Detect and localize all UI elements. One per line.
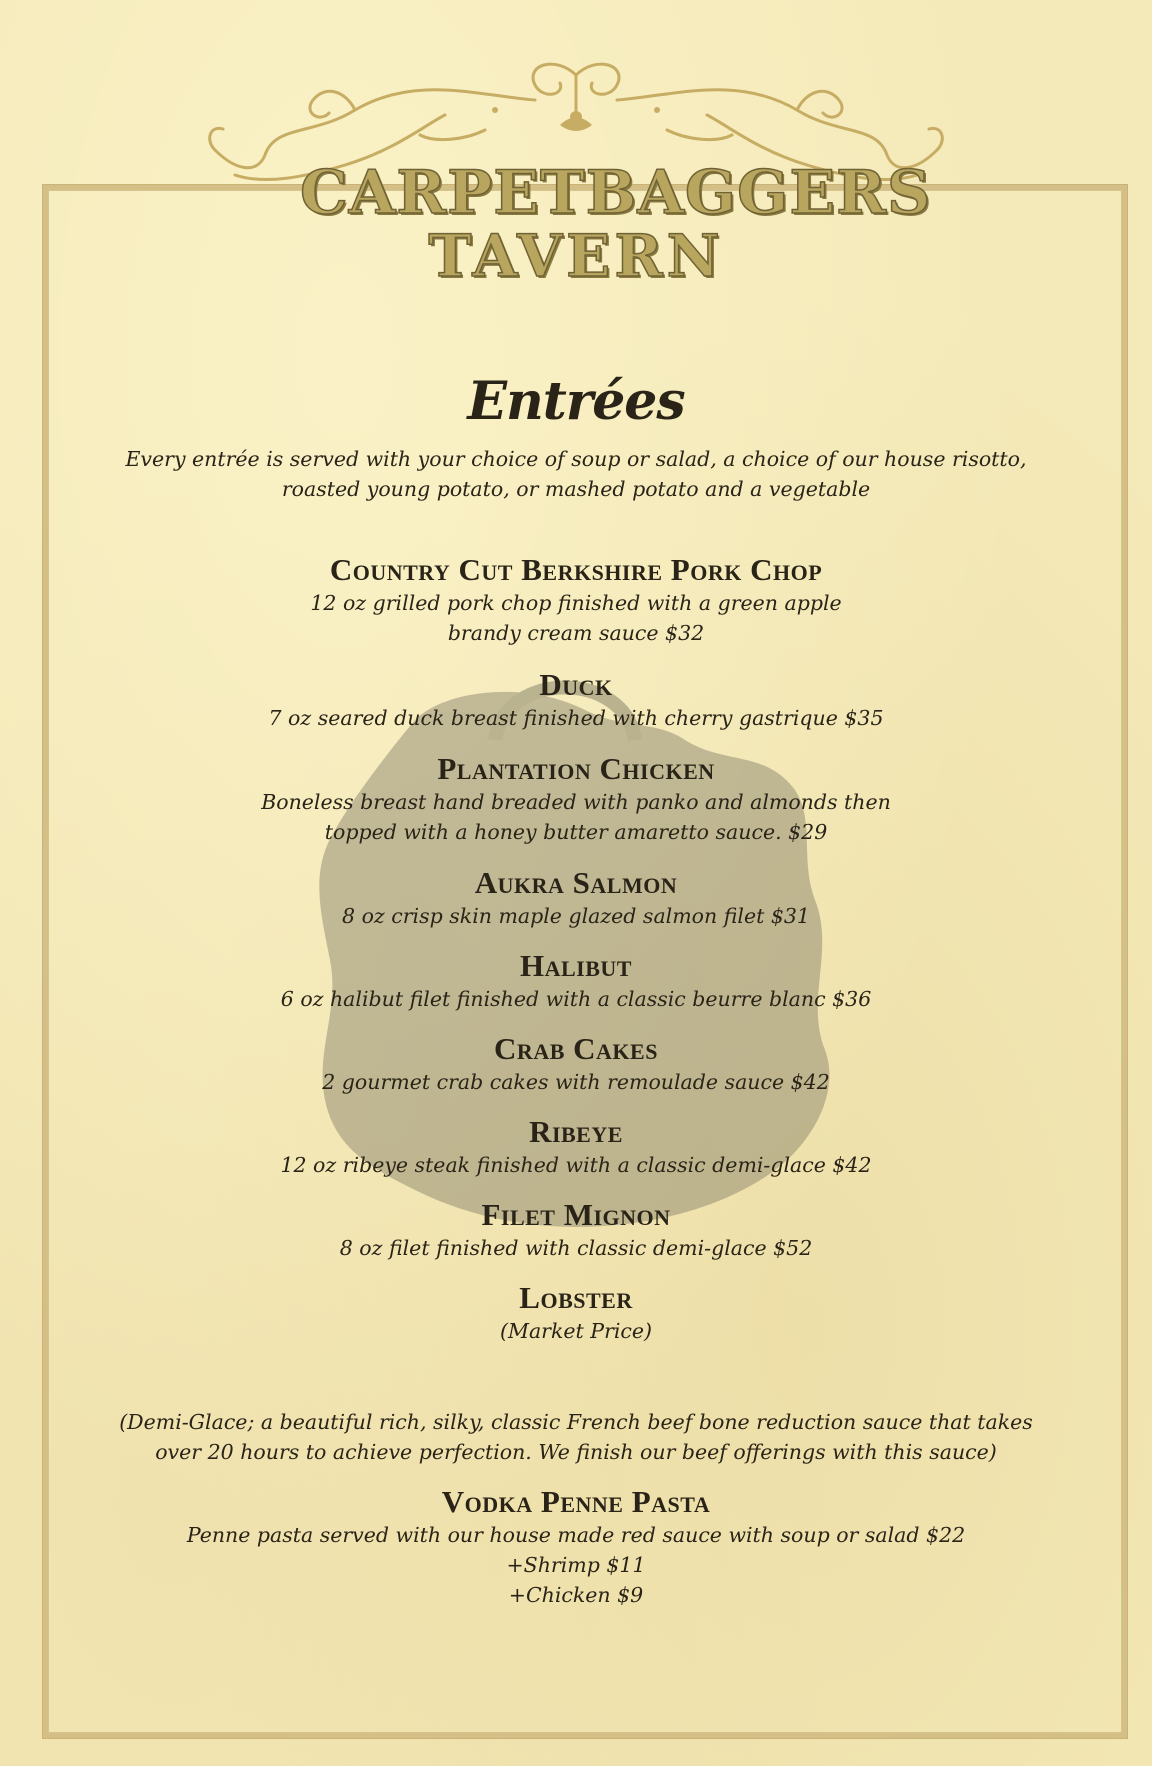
- section-intro: [60, 444, 1092, 504]
- item-name: Ribeye: [529, 1114, 623, 1149]
- item-name: Vodka Penne Pasta: [441, 1484, 711, 1519]
- note-line: (Demi-Glace; a beautiful rich, silky, classic French beef bone reduction sauce that takes: [119, 1410, 1033, 1434]
- menu-item-lobster: [60, 1280, 1092, 1346]
- menu-item-filet-mignon: [60, 1197, 1092, 1263]
- menu-item-ribeye: [60, 1114, 1092, 1180]
- logo-carpetbaggers: CARPETBAGGERS: [300, 158, 932, 228]
- item-addon: +Shrimp $11: [506, 1553, 646, 1577]
- item-description: topped with a honey butter amaretto sauce. $29: [324, 820, 828, 844]
- menu-item-pork-chop: [60, 552, 1092, 648]
- item-name: Filet Mignon: [481, 1197, 671, 1232]
- item-name: Halibut: [520, 948, 632, 983]
- intro-line: Every entrée is served with your choice of soup or salad, a choice of our house risotto,: [125, 447, 1027, 471]
- item-name: Aukra Salmon: [474, 865, 678, 900]
- menu-item-duck: [60, 667, 1092, 733]
- menu-item-aukra-salmon: [60, 865, 1092, 931]
- item-description: 12 oz ribeye steak finished with a classic demi-glace $42: [280, 1153, 872, 1177]
- menu-item-plantation-chicken: [60, 751, 1092, 847]
- menu-item-crab-cakes: [60, 1031, 1092, 1097]
- section-title: Entrées: [467, 371, 685, 432]
- item-description: Boneless breast hand breaded with panko and almonds then: [261, 790, 891, 814]
- item-addon: +Chicken $9: [508, 1583, 644, 1607]
- item-name: Lobster: [519, 1280, 633, 1315]
- item-description: 2 gourmet crab cakes with remoulade sauce $42: [322, 1070, 830, 1094]
- item-description: 8 oz filet finished with classic demi-glace $52: [339, 1236, 813, 1260]
- item-description: (Market Price): [499, 1319, 653, 1343]
- item-description: brandy cream sauce $32: [447, 621, 705, 645]
- demi-glace-note: [60, 1407, 1092, 1467]
- item-description: Penne pasta served with our house made red sauce with soup or salad $22: [186, 1523, 966, 1547]
- item-description: 12 oz grilled pork chop finished with a green apple: [310, 591, 842, 615]
- item-name: Country Cut Berkshire Pork Chop: [329, 552, 823, 587]
- intro-line: roasted young potato, or mashed potato and a vegetable: [281, 477, 871, 501]
- item-description: 6 oz halibut filet finished with a classic beurre blanc $36: [280, 987, 872, 1011]
- menu-item-vodka-penne: [60, 1484, 1092, 1610]
- item-description: 7 oz seared duck breast finished with cherry gastrique $35: [268, 706, 884, 730]
- tavern-logo: [300, 158, 932, 290]
- item-description: 8 oz crisp skin maple glazed salmon filet $31: [342, 904, 810, 928]
- item-name: Crab Cakes: [494, 1031, 658, 1066]
- menu-item-halibut: [60, 948, 1092, 1014]
- logo-tavern: TAVERN: [428, 222, 724, 290]
- item-name: Plantation Chicken: [437, 751, 715, 786]
- note-line: over 20 hours to achieve perfection. We finish our beef offerings with this sauce): [155, 1440, 997, 1464]
- item-name: Duck: [539, 667, 613, 702]
